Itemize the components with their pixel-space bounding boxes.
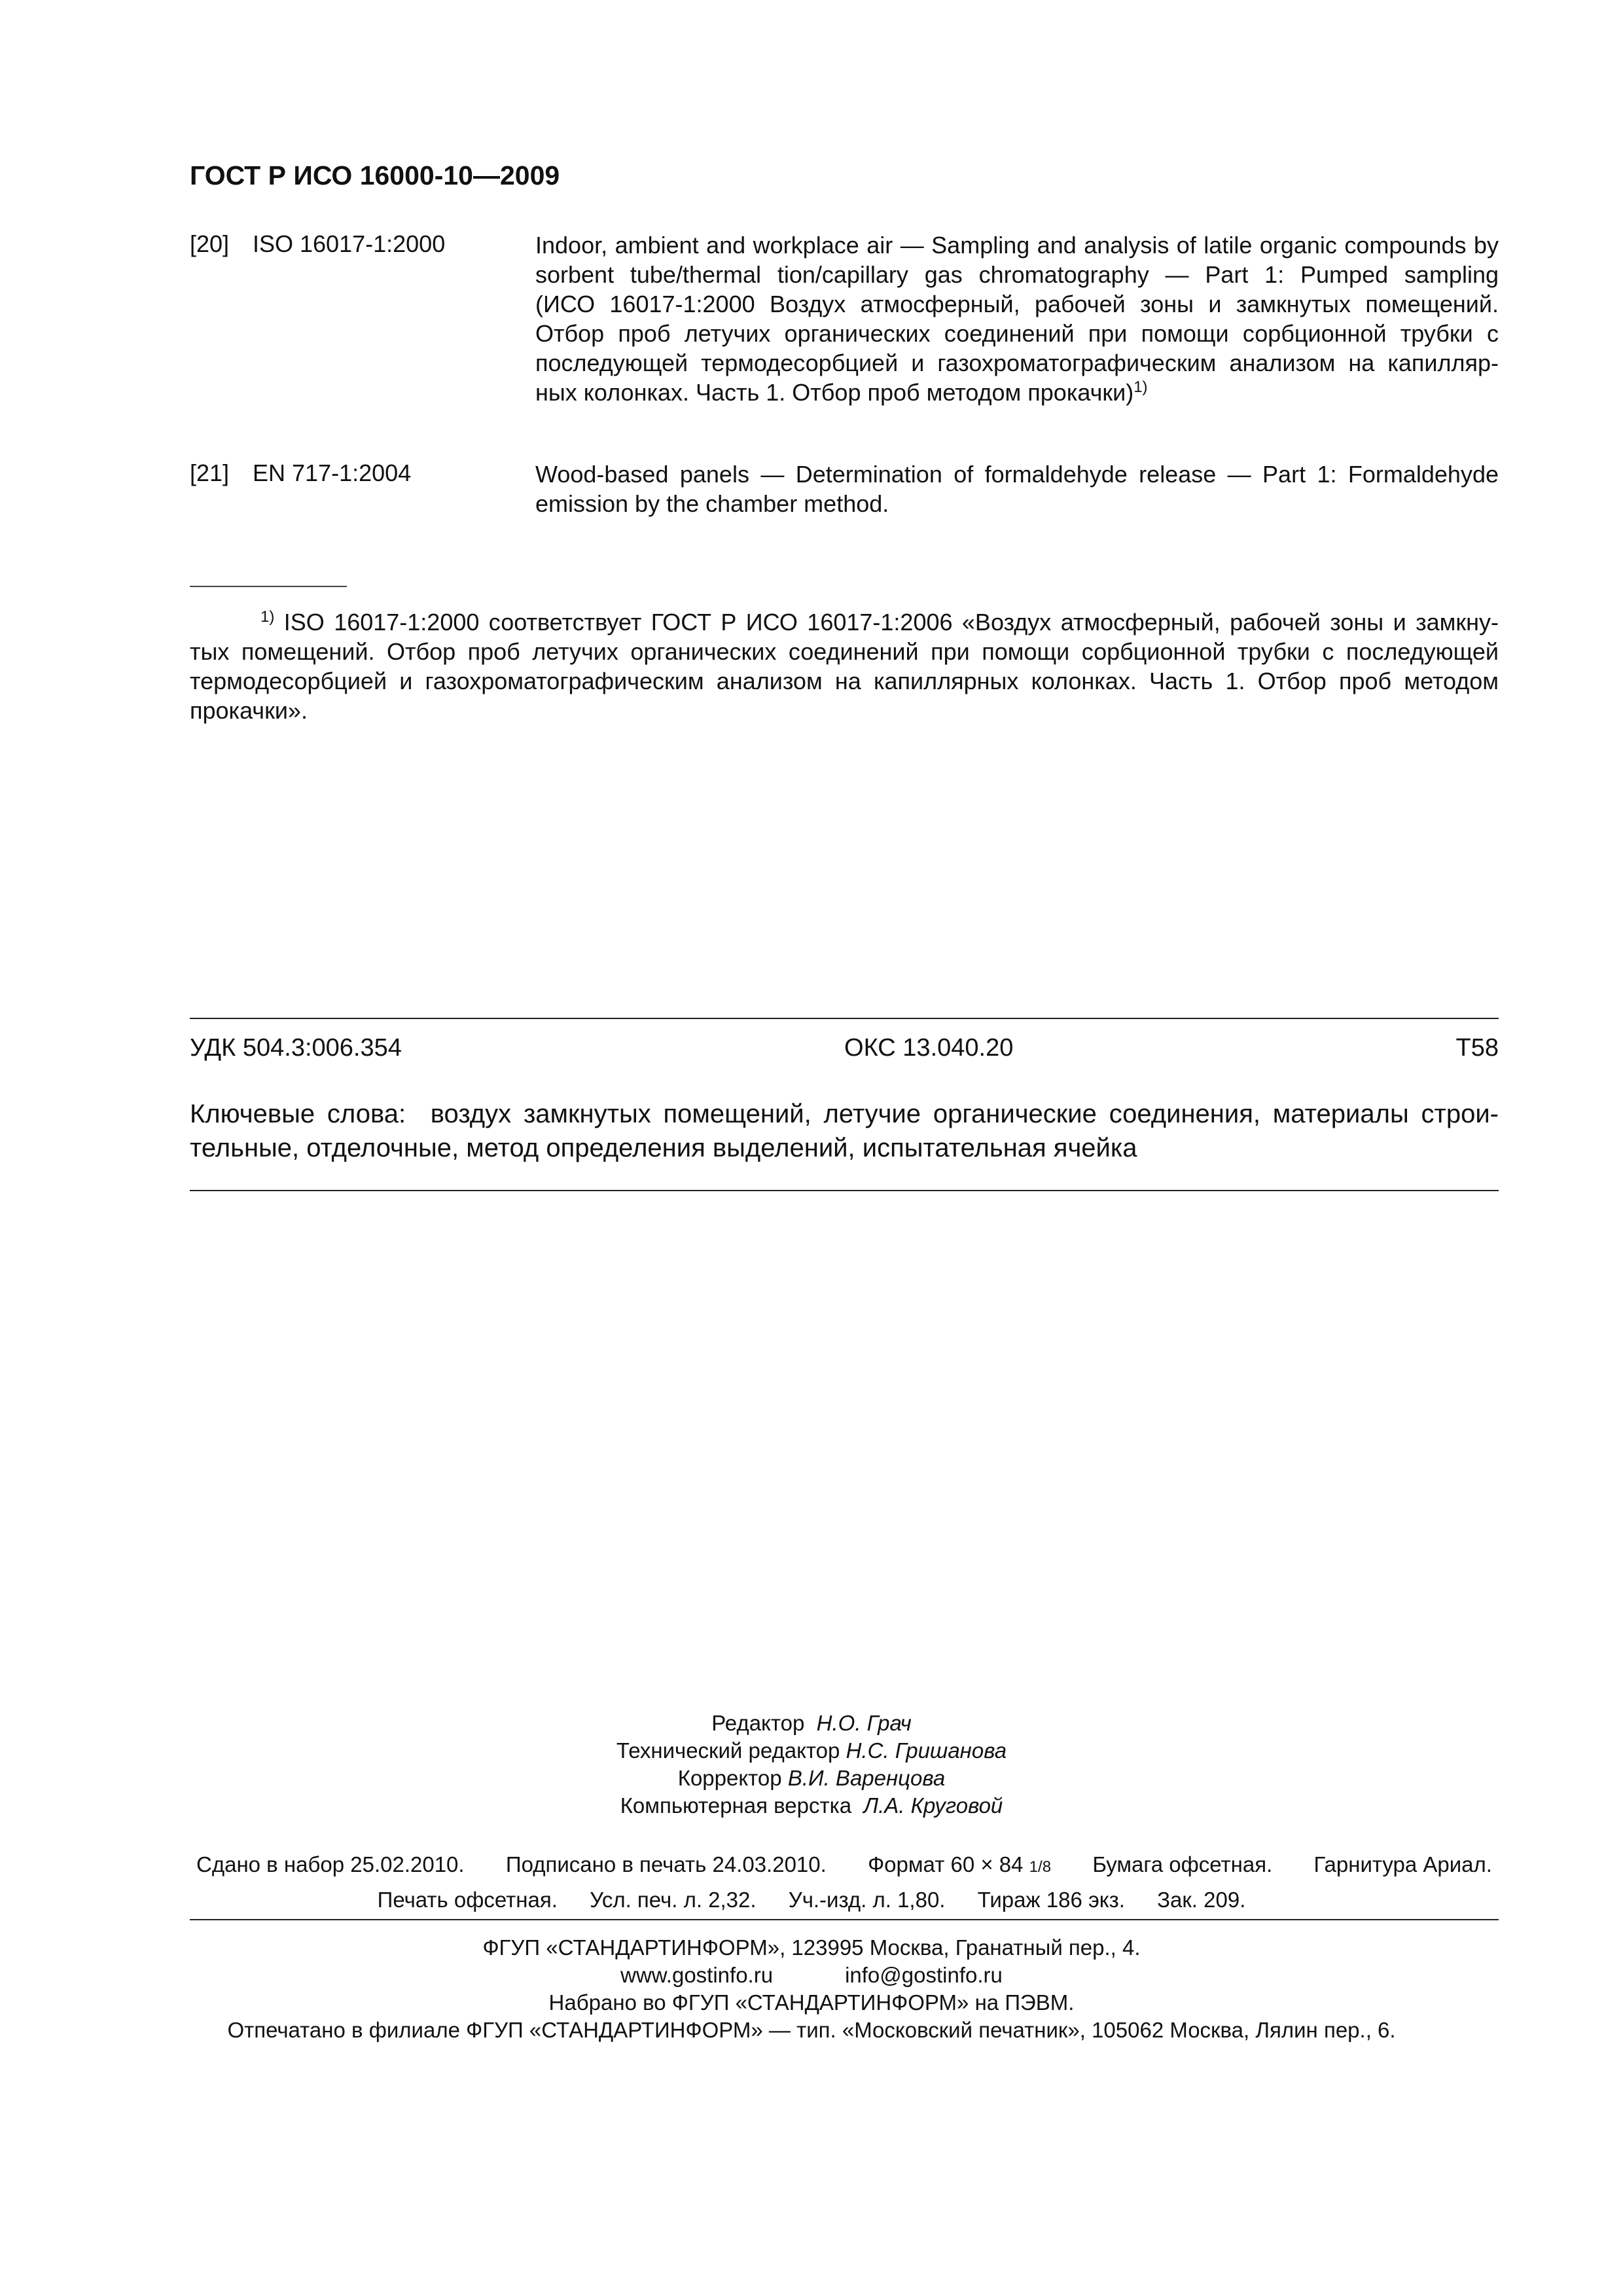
- format-fraction: 1/8: [1029, 1858, 1052, 1876]
- reference-line: последующей термодесорбцией и газохроматографическим анализом на капилляр-: [535, 350, 1499, 376]
- credit-role: Редактор: [711, 1711, 805, 1735]
- credit-role: Компьютерная верстка: [620, 1793, 852, 1818]
- publisher-address: ФГУП «СТАНДАРТИНФОРМ», 123995 Москва, Гранатный пер., 4.: [482, 1935, 1141, 1960]
- reference-code: EN 717-1:2004: [253, 459, 412, 486]
- footnote-line: прокачки».: [190, 697, 308, 724]
- footnote-separator: [190, 586, 347, 587]
- credit-name: Л.А. Круговой: [863, 1793, 1003, 1818]
- credit-line: [0, 1765, 1623, 1792]
- footnote: [190, 607, 1499, 725]
- credit-line: [0, 1792, 1623, 1820]
- publisher-contacts: [0, 1962, 1623, 1989]
- printed-sheets: Усл. печ. л. 2,32.: [590, 1888, 757, 1912]
- circulation: Тираж 186 экз.: [977, 1888, 1125, 1912]
- reference-line-last: [535, 378, 1499, 407]
- print-info-row: [0, 1888, 1623, 1912]
- credit-name: В.И. Варенцова: [787, 1766, 946, 1790]
- credit-name: Н.О. Грач: [816, 1711, 912, 1735]
- reference-line: Отбор проб летучих органических соединений при помощи сорбционной трубки с: [535, 320, 1499, 347]
- credit-role: Технический редактор: [616, 1738, 840, 1763]
- signed-date: Подписано в печать 24.03.2010.: [505, 1852, 827, 1876]
- classification-top-rule: [190, 1018, 1499, 1019]
- reference-text: [535, 230, 1499, 407]
- reference-text: [535, 459, 1499, 518]
- footnote-reference: 1): [1133, 378, 1148, 396]
- oks-code: ОКС 13.040.20: [844, 1034, 1014, 1062]
- paper-type: Бумага офсетная.: [1092, 1852, 1273, 1876]
- credit-name: Н.С. Гришанова: [846, 1738, 1007, 1763]
- reference-line: Wood-based panels — Determination of formaldehyde release — Part 1: Formaldehyde: [535, 461, 1499, 488]
- reference-line: (ИСО 16017-1:2000 Воздух атмосферный, рабочей зоны и замкнутых помещений.: [535, 291, 1499, 317]
- order-number: Зак. 209.: [1157, 1888, 1246, 1912]
- format: [868, 1852, 1051, 1877]
- print-method: Печать офсетная.: [377, 1888, 558, 1912]
- credit-line: [0, 1710, 1623, 1737]
- keywords-text: тельные, отделочные, метод определения выделений, испытательная ячейка: [190, 1134, 1137, 1162]
- reference-code: ISO 16017-1:2000: [253, 230, 446, 257]
- reference-line: emission by the chamber method.: [535, 490, 889, 517]
- keywords-text: воздух замкнутых помещений, летучие органические соединения, материалы строи-: [430, 1100, 1499, 1128]
- typeset-note: Набрано во ФГУП «СТАНДАРТИНФОРМ» на ПЭВМ.: [548, 1990, 1075, 2015]
- footnote-first-line: [190, 607, 1499, 637]
- credits: [0, 1710, 1623, 1820]
- reference-number: [21]: [190, 459, 230, 486]
- reference-line: Indoor, ambient and workplace air — Sampling and analysis of latile organic compounds by: [535, 232, 1499, 259]
- credit-line: [0, 1737, 1623, 1765]
- udk-code: УДК 504.3:006.354: [190, 1034, 402, 1062]
- publisher-top-rule: [190, 1919, 1499, 1920]
- document-header: ГОСТ Р ИСО 16000-10—2009: [190, 160, 560, 190]
- publisher: [0, 1934, 1623, 2044]
- publisher-website-link[interactable]: www.gostinfo.ru: [620, 1963, 774, 1987]
- publisher-email-link[interactable]: info@gostinfo.ru: [845, 1963, 1003, 1987]
- printed-note: Отпечатано в филиале ФГУП «СТАНДАРТИНФОРМ» — тип. «Московский печатник», 105062 Москва, Лялин пер., 6.: [227, 2018, 1396, 2042]
- keywords-label: Ключевые слова:: [190, 1100, 406, 1128]
- keywords-bottom-rule: [190, 1190, 1499, 1191]
- typeset-date: Сдано в набор 25.02.2010.: [196, 1852, 465, 1876]
- footnote-line: тых помещений. Отбор проб летучих органических соединений при помощи сорбционной трубки с последующей: [190, 638, 1499, 665]
- print-info-row: [196, 1852, 1492, 1877]
- footnote-line: ISO 16017-1:2000 соответствует ГОСТ Р ИСО 16017-1:2006 «Воздух атмосферный, рабочей зоны и замкну-: [283, 609, 1499, 636]
- reference-line: ных колонках. Часть 1. Отбор проб методом прокачки): [535, 379, 1134, 406]
- classification-row: [190, 1034, 1499, 1062]
- keywords: [190, 1097, 1499, 1165]
- keywords-first-line: [190, 1097, 1499, 1131]
- reference-line: sorbent tube/thermal tion/capillary gas chromatography — Part 1: Pumped sampling: [535, 261, 1499, 288]
- typeface: Гарнитура Ариал.: [1313, 1852, 1492, 1876]
- group-code: Т58: [1455, 1034, 1499, 1062]
- format-label: Формат 60 × 84: [868, 1852, 1024, 1876]
- footnote-marker: 1): [260, 608, 275, 626]
- publishing-sheets: Уч.-изд. л. 1,80.: [788, 1888, 946, 1912]
- footnote-line: термодесорбцией и газохроматографическим анализом на капиллярных колонках. Часть 1. Отбор проб методом: [190, 668, 1499, 694]
- credit-role: Корректор: [677, 1766, 782, 1790]
- reference-number: [20]: [190, 230, 230, 257]
